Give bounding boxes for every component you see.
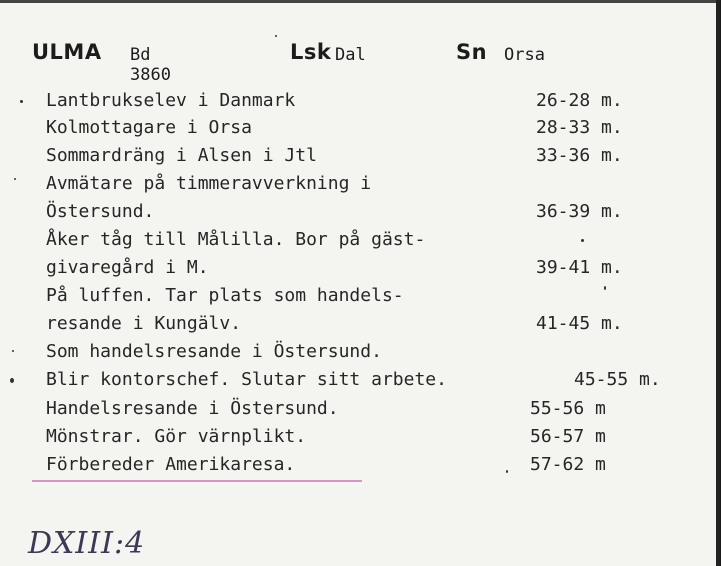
entry-row — [46, 398, 606, 424]
ink-speck — [604, 286, 606, 290]
entry-text: Sommardräng i Alsen i Jtl — [46, 145, 317, 166]
entry-row — [46, 229, 426, 255]
entry-text: På luffen. Tar plats som handels- — [46, 285, 404, 306]
ink-speck — [581, 239, 584, 242]
ink-speck — [275, 35, 277, 37]
ink-speck — [506, 470, 508, 473]
entry-range: 36-39 m. — [536, 201, 623, 222]
entry-row — [46, 117, 623, 143]
bd-value: Bd 3860 — [130, 45, 171, 85]
pink-underline — [32, 480, 362, 482]
archive-signature: DXIII:4 — [28, 526, 146, 561]
entry-text: givaregård i M. — [46, 257, 209, 278]
entry-row — [46, 201, 623, 227]
entry-row — [46, 257, 623, 283]
entry-text: Handelsresande i Östersund. — [46, 398, 339, 419]
entry-row — [46, 341, 382, 367]
entry-text: Östersund. — [46, 201, 155, 222]
lsk-value: Dal — [335, 45, 366, 65]
entry-text: Blir kontorschef. Slutar sitt arbete. — [46, 369, 447, 390]
ink-speck — [10, 378, 14, 383]
entry-text: Åker tåg till Målilla. Bor på gäst- — [46, 229, 426, 250]
ink-speck — [14, 178, 16, 180]
lsk-label: Lsk — [290, 40, 332, 64]
entry-row — [46, 285, 404, 311]
entry-range: 45-55 m. — [574, 369, 661, 390]
entry-text: Som handelsresande i Östersund. — [46, 341, 382, 362]
entry-text: Avmätare på timmeravverkning i — [46, 173, 372, 194]
entry-text: resande i Kungälv. — [46, 313, 242, 334]
entry-row — [46, 313, 623, 339]
entry-text: Kolmottagare i Orsa — [46, 117, 252, 138]
entry-row — [46, 369, 661, 395]
sn-label: Sn — [456, 40, 488, 64]
ink-speck — [12, 350, 14, 352]
entry-row — [46, 173, 372, 199]
ink-speck — [20, 100, 23, 103]
entry-row — [46, 90, 623, 116]
entry-text: Lantbrukselev i Danmark — [46, 90, 296, 111]
entry-range: 55-56 m — [530, 398, 606, 419]
entry-row — [46, 426, 606, 452]
surname-label: ULMA — [32, 40, 102, 64]
entry-range: 26-28 m. — [536, 90, 623, 111]
entry-range: 33-36 m. — [536, 145, 623, 166]
entry-range: 56-57 m — [530, 426, 606, 447]
entry-range: 41-45 m. — [536, 313, 623, 334]
entry-range: 39-41 m. — [536, 257, 623, 278]
entry-text: Förbereder Amerikaresa. — [46, 454, 296, 475]
entry-row — [46, 145, 623, 171]
entry-range: 28-33 m. — [536, 117, 623, 138]
entry-text: Mönstrar. Gör värnplikt. — [46, 426, 307, 447]
entry-range: 57-62 m — [530, 454, 606, 475]
sn-value: Orsa — [504, 45, 545, 65]
card-top-edge — [0, 0, 716, 3]
entry-row — [46, 454, 606, 480]
